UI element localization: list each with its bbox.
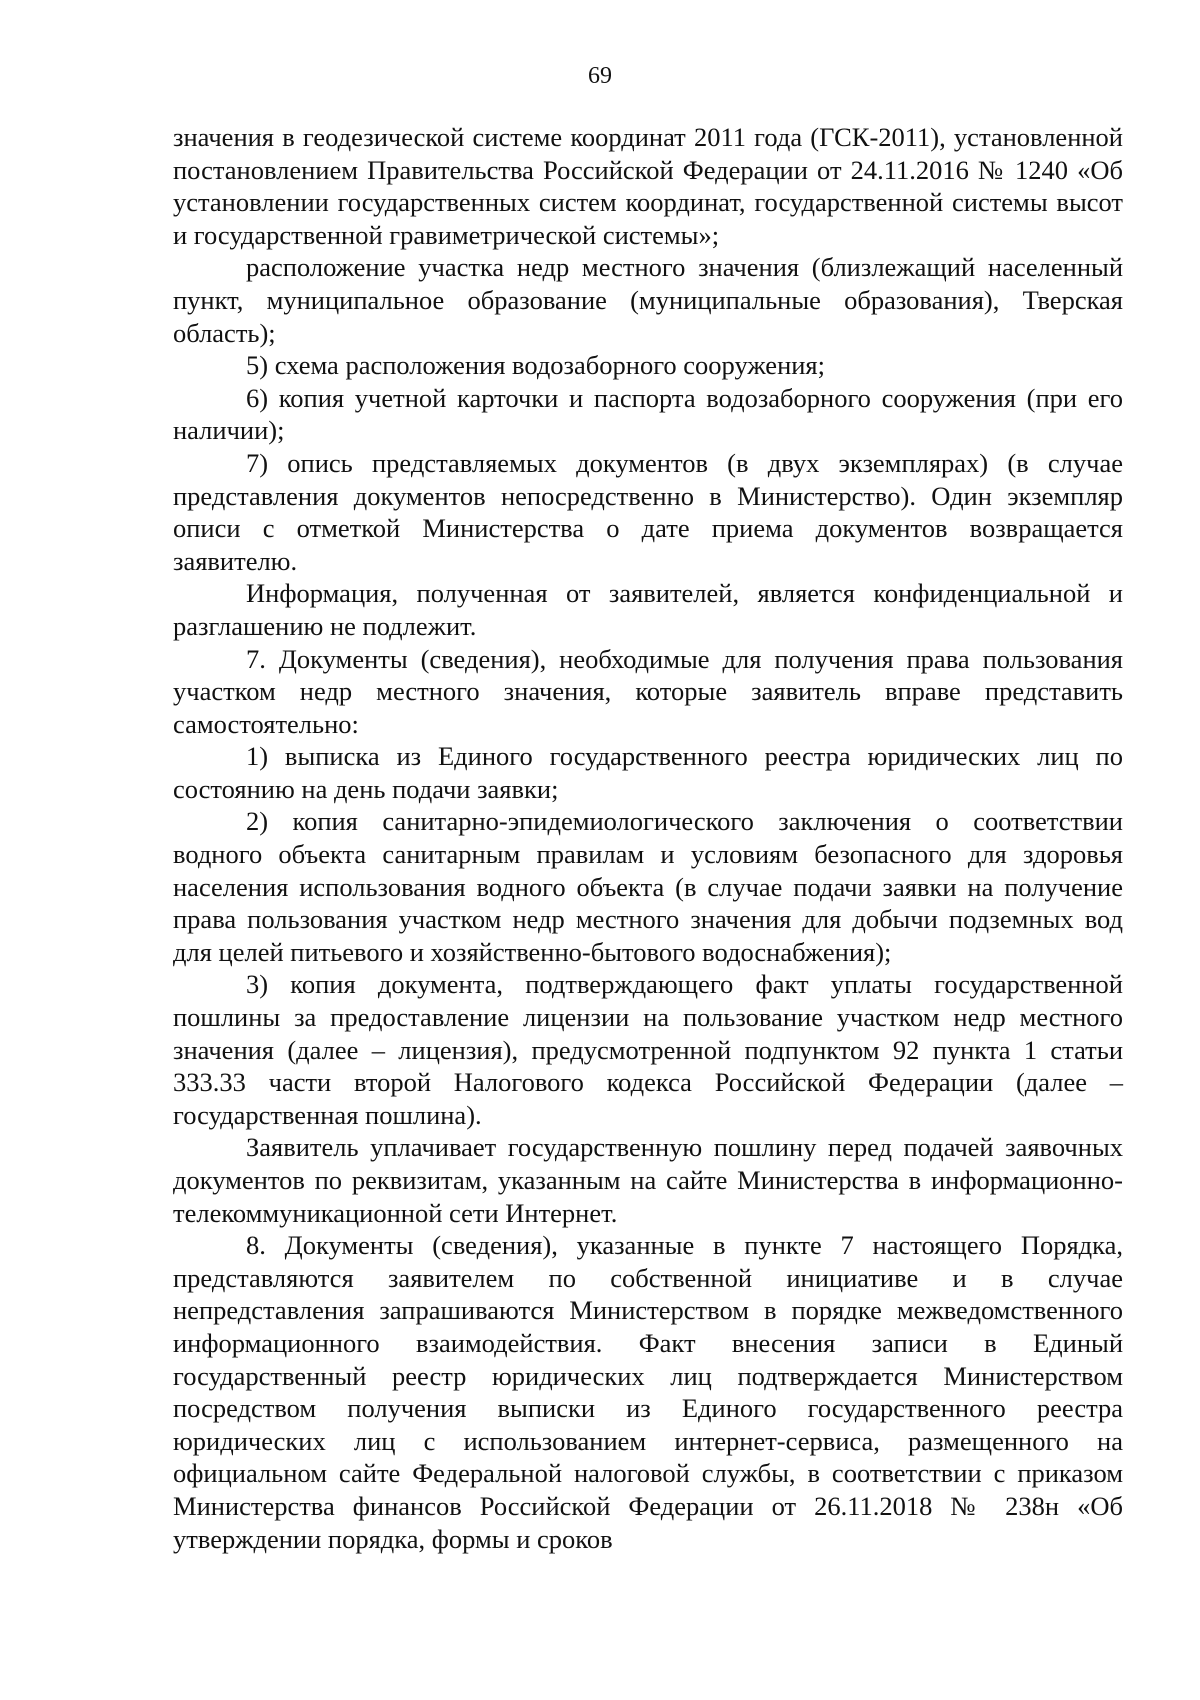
paragraph-section-7-item-1: 1) выписка из Единого государственного реестра юридических лиц по состоянию на день подачи заявки; — [173, 741, 1123, 804]
paragraph-location: расположение участка недр местного значения (близлежащий населенный пункт, муниципальное образование (муниципальные образования), Тверская область); — [173, 252, 1123, 348]
paragraph-section-7-item-3: 3) копия документа, подтверждающего факт уплаты государственной пошлины за предоставление лицензии на пользование участком недр местного значения (далее – лицензия), предусмотренной подпунктом 92 пункта 1 статьи 333.33 части второй Налогового кодекса Российской Федерации (далее – государственная пошлина). — [173, 969, 1123, 1130]
paragraph-confidentiality: Информация, полученная от заявителей, является конфиденциальной и разглашению не подлежит. — [173, 578, 1123, 641]
paragraph-section-7: 7. Документы (сведения), необходимые для получения права пользования участком недр местного значения, которые заявитель вправе представить самостоятельно: — [173, 643, 1123, 739]
body-text — [173, 121, 1123, 1555]
paragraph-state-fee: Заявитель уплачивает государственную пошлину перед подачей заявочных документов по реквизитам, указанным на сайте Министерства в информационно-телекоммуникационной сети Интернет. — [173, 1132, 1123, 1228]
page-number: 69 — [588, 63, 612, 89]
paragraph-item-6: 6) копия учетной карточки и паспорта водозаборного сооружения (при его наличии); — [173, 382, 1123, 446]
paragraph-section-7-item-2: 2) копия санитарно-эпидемиологического заключения о соответствии водного объекта санитарным правилам и условиям безопасного для здоровья населения использования водного объекта (в случае подачи заявки на получение права пользования участком недр местного значения для добычи подземных вод для целей питьевого и хозяйственно-бытового водоснабжения); — [173, 806, 1123, 967]
paragraph-item-7: 7) опись представляемых документов (в двух экземплярах) (в случае представления документов непосредственно в Министерство). Один экземпляр описи с отметкой Министерства о дате приема документов возвращается заявителю. — [173, 447, 1123, 576]
paragraph-coordinates-continuation: значения в геодезической системе координат 2011 года (ГСК-2011), установленной постановлением Правительства Российской Федерации от 24.11.2016 № 1240 «Об установлении государственных систем координат, государственной системы высот и государственной гравиметрической системы»; — [173, 122, 1123, 250]
paragraph-item-5: 5) схема расположения водозаборного сооружения; — [246, 350, 825, 381]
paragraph-section-8: 8. Документы (сведения), указанные в пункте 7 настоящего Порядка, представляются заявителем по собственной инициативе и в случае непредставления запрашиваются Министерством в порядке межведомственного информационного взаимодействия. Факт внесения записи в Единый государственный реестр юридических лиц подтверждается Министерством посредством получения выписки из Единого государственного реестра юридических лиц с использованием интернет-сервиса, размещенного на официальном сайте Федеральной налоговой службы, в соответствии с приказом Министерства финансов Российской Федерации от 26.11.2018 № 238н «Об утверждении порядка, формы и сроков — [173, 1230, 1123, 1554]
